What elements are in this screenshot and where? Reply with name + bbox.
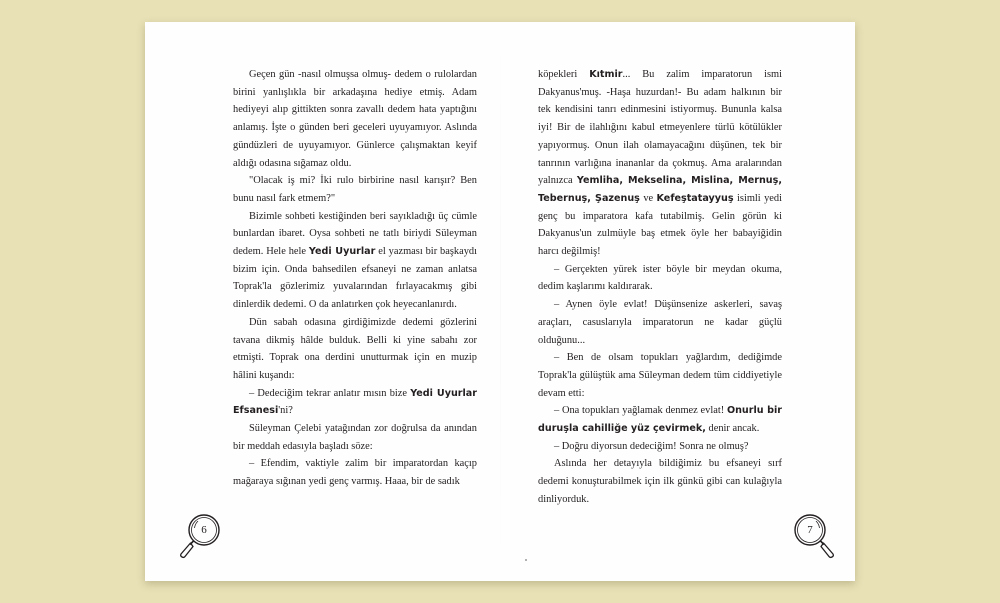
page-number-right bbox=[785, 510, 837, 562]
page-number-left bbox=[177, 510, 229, 562]
paragraph: Dün sabah odasına girdiğimizde dedemi gözlerini tavana dikmiş hâlde bulduk. Belli ki yine sabahı zor etmişti. Toprak ona derdini unutturmak için en muzip hâlini kuşandı: bbox=[233, 316, 477, 381]
paragraph: köpekleri Kıtmir... Bu zalim imparatorun ismi Dakyanus'muş. -Haşa huzurdan!- Bu adam halkının bir tek kendisini tanrı edinmesini istiyormuş. Bununla kalsa iyi! Bir de ilahlığını kabul etmeyenlere türlü kötülükler yapıyormuş. Onun ilah olamayacağını düşünen, tek bir tanrının varlığına inananlar da çokmuş. Ama aralarından yalnızca Yemliha, Mekselina, Mislina, Mernuş, Tebernuş, Şazenuş ve Kefeştatayyuş isimli yedi genç bu imparatora kafa tutabilmiş. Gelin görün ki Dakyanus'un zulmüyle baş etmek öyle her babayiğidin harcı değilmiş! bbox=[538, 69, 782, 258]
paragraph: Bizimle sohbeti kestiğinden beri sayıkladığı üç cümle bunlardan ibaret. Oysa sohbeti ne tatlı biriydi Süleyman dedem. Hele hele Yedi Uyurlar el yazması bir başkaydı bizim için. Onda bahsedilen efsaneyi ne zaman anlatsa Toprak'la gözlerimiz yuvalarından fırlayacakmış gibi dinlerdik dedemi. O da anlatırken çok heyecanlanırdı. bbox=[233, 210, 477, 311]
legend-title-emphasis: Yedi Uyurlar Efsanesi bbox=[233, 387, 477, 417]
paragraph: – Efendim, vaktiyle zalim bir imparatordan kaçıp mağaraya sığınan yedi genç varmış. Haaa, bir de sadık bbox=[233, 458, 477, 488]
paragraph: – Ona topukları yağlamak denmez evlat! Onurlu bir duruşla cahilliğe yüz çevirmek, denir ancak. bbox=[538, 405, 782, 435]
paragraph: Süleyman Çelebi yatağından zor doğrulsa da anından bir meddah edasıyla başladı söze: bbox=[233, 423, 477, 452]
paragraph: – Ben de olsam topukları yağlardım, dediğimde Toprak'la gülüştük ama Süleyman dedem tüm ciddiyetiyle devam etti: bbox=[538, 352, 782, 399]
book-gutter bbox=[500, 22, 501, 581]
right-page-text bbox=[538, 66, 782, 509]
paragraph: – Dedeciğim tekrar anlatır mısın bize Yedi Uyurlar Efsanesi'ni? bbox=[233, 387, 477, 417]
quote-emphasis: Onurlu bir duruşla cahilliğe yüz çevirmek, bbox=[538, 405, 782, 435]
paragraph: – Aynen öyle evlat! Düşünsenize askerleri, savaş araçları, casuslarıyla imparatorun ne kadar güçlü olduğunu... bbox=[538, 299, 782, 346]
paragraph: Geçen gün -nasıl olmuşsa olmuş- dedem o rulolardan birini yanlışlıkla bir arkadaşına hediye etmiş. Adam hediyeyi alıp gittikten sonra zavallı dedem hata yaptığını anlamış. İşte o günden beri geceleri uyuyamıyor. Aslında gündüzleri de uyuyamıyor. Günlerce çalışmaktan keyif aldığı odasına sığamaz oldu. bbox=[233, 69, 477, 169]
page-number: 6 bbox=[201, 524, 207, 536]
names-emphasis: Yemliha, Mekselina, Mislina, Mernuş, Tebernuş, Şazenuş bbox=[538, 175, 782, 204]
paragraph: – Doğru diyorsun dedeciğim! Sonra ne olmuş? bbox=[554, 440, 749, 452]
page-number: 7 bbox=[807, 524, 813, 536]
dog-name-emphasis: Kıtmir bbox=[589, 69, 623, 80]
print-mark bbox=[525, 559, 527, 561]
left-page-text bbox=[233, 66, 477, 491]
book-spread bbox=[145, 22, 855, 581]
paragraph: – Gerçekten yürek ister böyle bir meydan okuma, dedim kaşlarımı kaldırarak. bbox=[538, 263, 782, 293]
paragraph: Aslında her detayıyla bildiğimiz bu efsaneyi sırf dedemi konuşturabilmek için ilk günkü gibi can kulağıyla dinliyorduk. bbox=[538, 458, 782, 505]
name-emphasis: Kefeştatayyuş bbox=[656, 192, 734, 204]
book-title-emphasis: Yedi Uyurlar bbox=[308, 246, 376, 258]
paragraph: "Olacak iş mi? İki rulo birbirine nasıl karışır? Ben bunu nasıl fark etmem?" bbox=[233, 175, 477, 204]
